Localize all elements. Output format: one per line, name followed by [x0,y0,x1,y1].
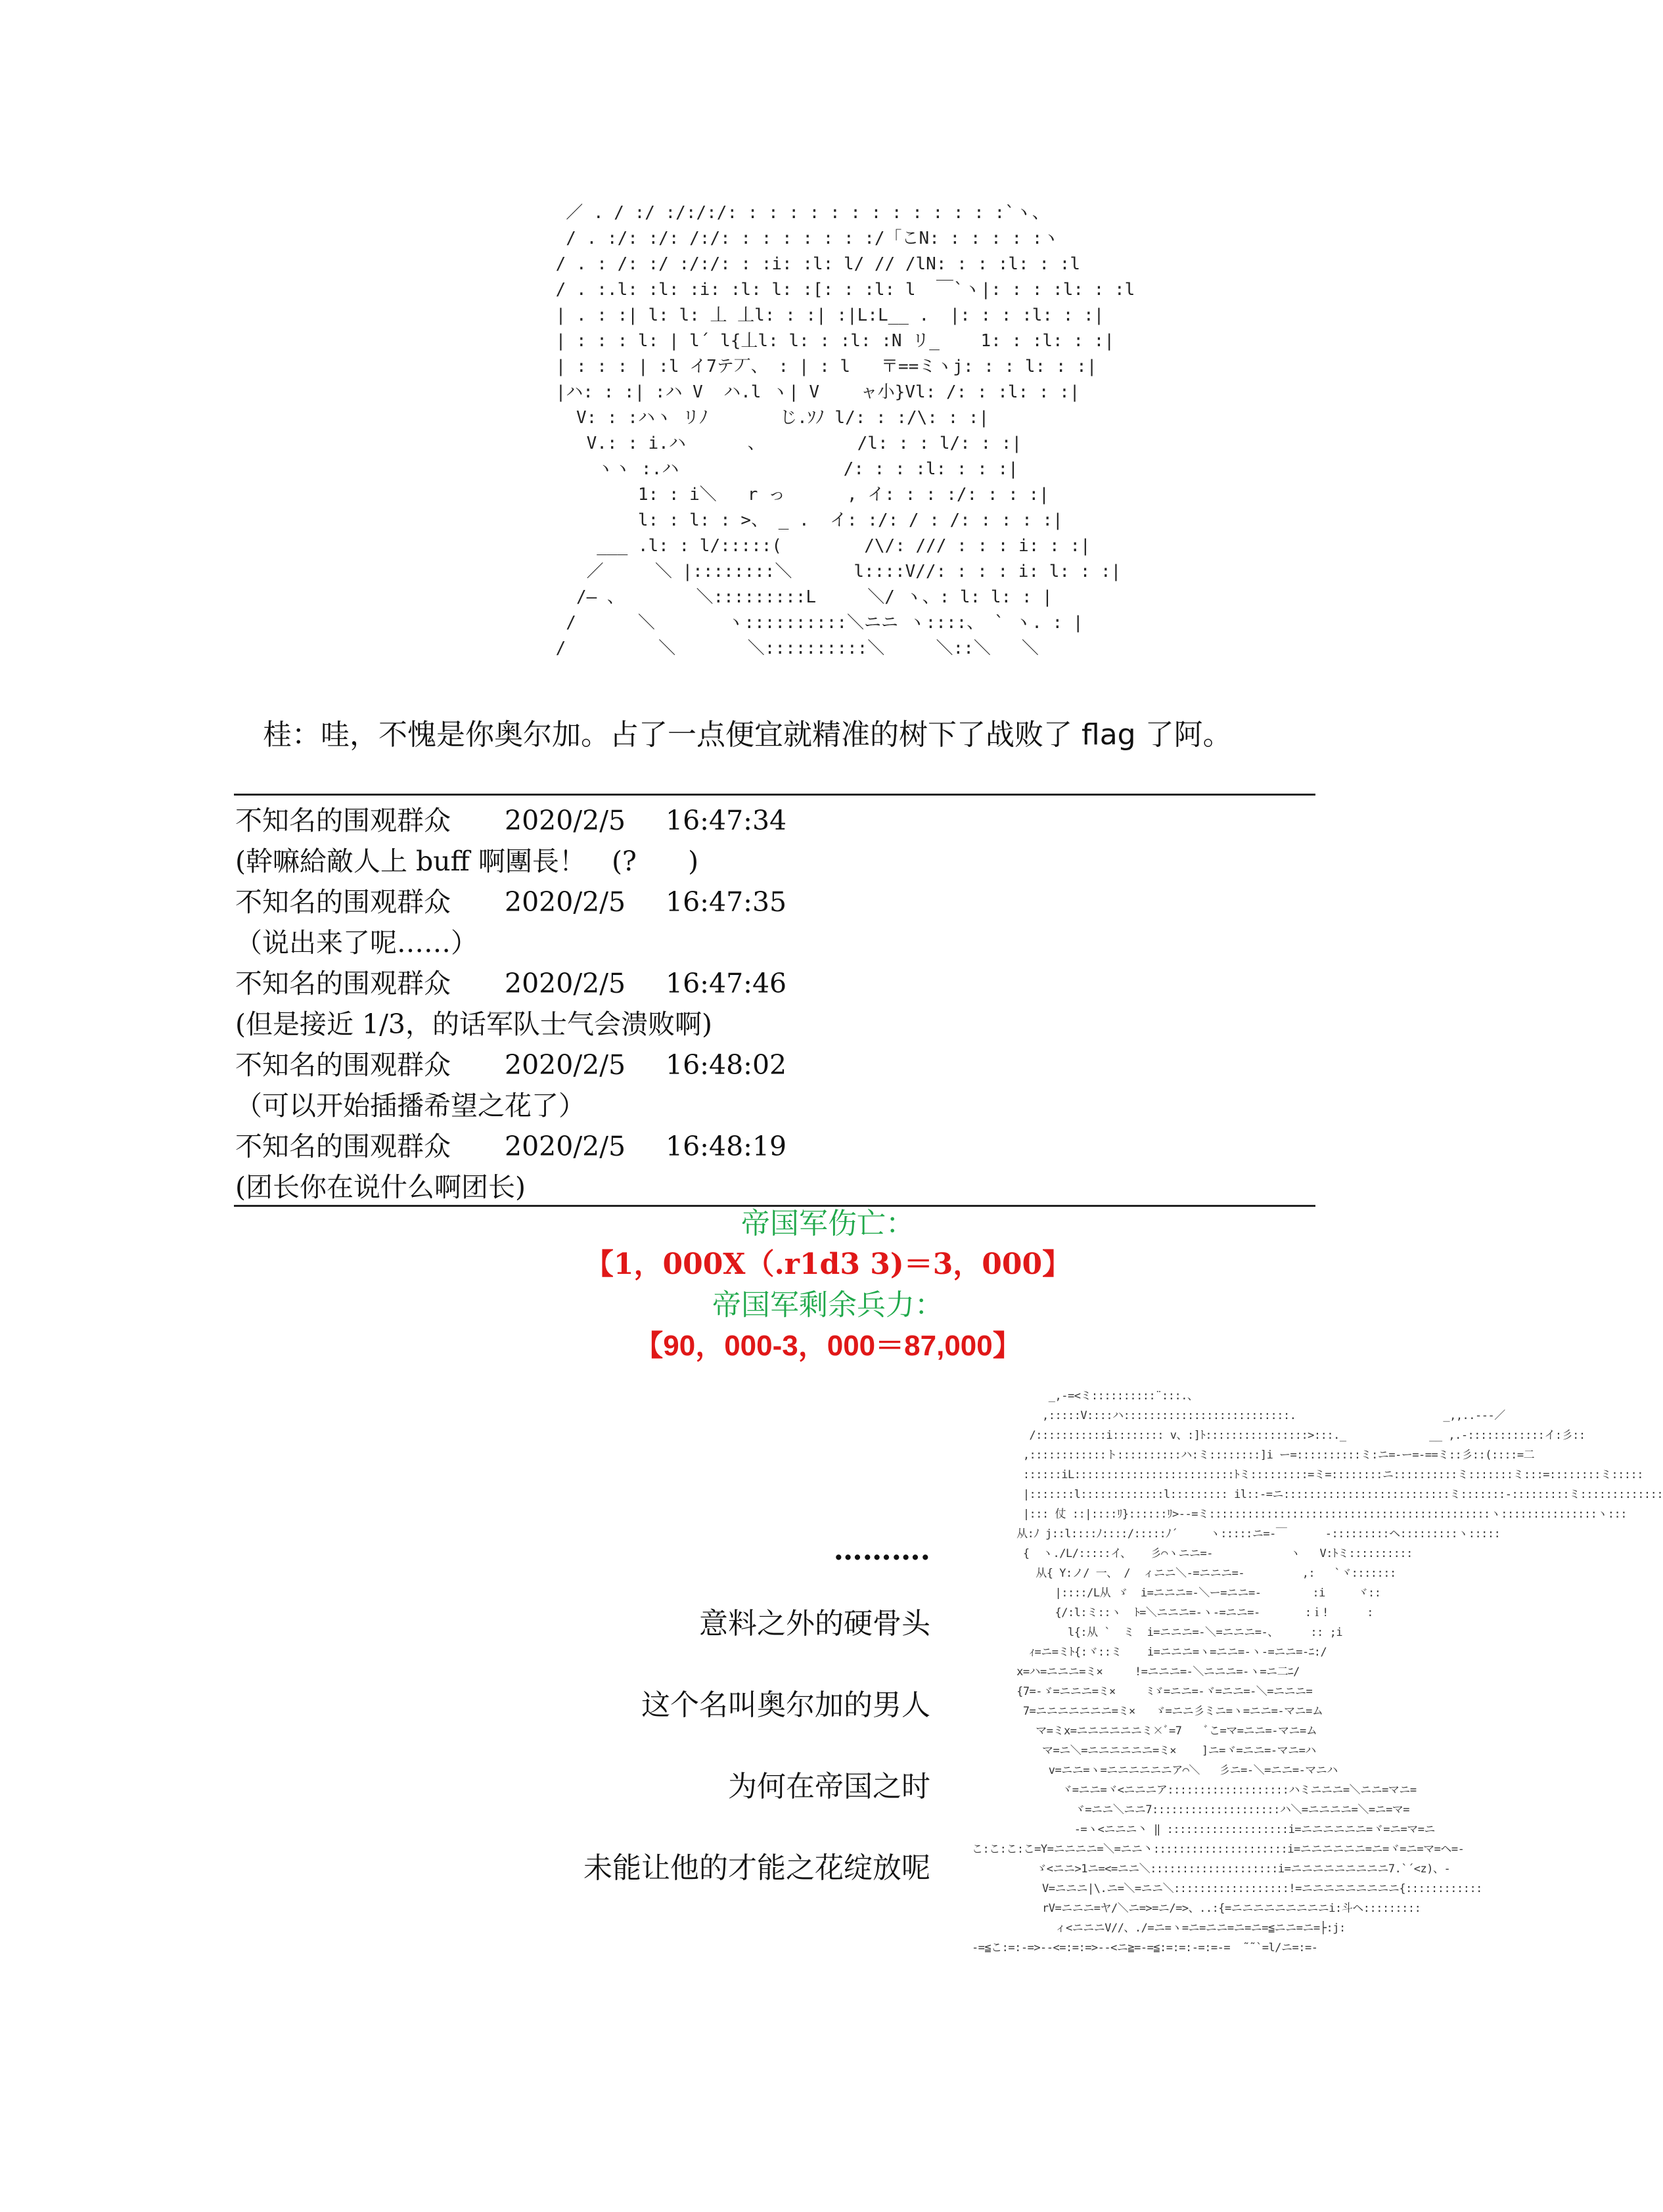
comment-text: (团长你在说什么啊团长) [235,1171,526,1203]
comment-author: 不知名的围观群众 [235,968,451,999]
comment-date: 2020/2/5 [505,968,626,999]
comment-time: 16:48:02 [666,1049,787,1081]
comment-time: 16:47:34 [666,805,787,836]
comment-text: （可以开始插播希望之花了） [235,1090,585,1121]
casualties-label: 帝国军伤亡： [741,1207,915,1240]
comment-header [235,800,1313,841]
poem-line: 未能让他的才能之花绽放呢 [583,1851,930,1885]
comment-item [235,1045,1313,1126]
comment-header [235,882,1313,922]
poem-line: 为何在帝国之时 [728,1770,930,1803]
comment-time: 16:47:35 [666,886,787,918]
battle-stats [394,1204,1262,1366]
poem-line: 这个名叫奥尔加的男人 [641,1688,930,1722]
comment-author: 不知名的围观群众 [235,805,451,836]
comment-author: 不知名的围观群众 [235,1049,451,1081]
comment-date: 2020/2/5 [505,1049,626,1081]
ascii-art-fallen-figure: _,-=<ミ::::::::::¨:::.、 ,:::::V::::ハ::::::::::::::::::::::::::. _,,..-‐‐／ /:::::::::::i:::::::: v、:]ﾄ::::::::::::::::>:::._ __ ,.-::::::::::::イ:彡:: ,::::::::::::ト::::::::::ハ:ミ::::::::]i ー=::::::::::ミ:ニ=-ー=-==ミ::彡::(::::=二 ::::::iL:::::::::::::::::::::::::ﾄミ:::::::::=ミ=::::::::ニ::::::::::ミ:::::::ミ:::=::::::::ミ::::: |:::::::l:::::::::::::l::::::::: il::-=ニ::::::::::::::::::::::::::ミ:::::::-:::::::::ミ::::::::::::: |::: 仗 ::|::::ﾘ}::::::ﾘ>--=ミ::::::::::::::::::::::::::::::::::::::::::::ヽ:::::::::::::::ヽ::: 从:ﾉ j::l::::ﾉ::::/:::::ﾉ´ ヽ:::::ニ=-￣ -:::::::::ヘ:::::::::ヽ::::: { ヽ./L/:::::イ、 彡⌒ヽニニ=- ヽ V:ﾄミ:::::::::: 从{ Y:ノ/ 一、 / ィニニ＼-=ニニニ=- ,: `ヾ::::::: |::::/L从 ゞ i=ニニニ=-＼ー=ニニ=- :i ヾ:: {/:l:ミ::ヽ ﾄ=＼ニニニ=-ヽ-=ニニ=- :ｉ! : l{:从 ` ミ i=ニニニ=-＼=ニニニ=-、 :: ;i ｨ=ニ=ミﾄ{:ヾ::ミ i=ニニニ=ヽ=ニニ=-ヽ-=ニニ=-ﾆ:/ x=ハ=ニニニ=ミ× !=ニニニ=-＼ニニニ=-ヽ=ニ二ﾆ/ {7=-ゞ=ニニニ=ミ× ﾐゞ=ニニ=-ヾ=ニニ=-＼=ニニニ= 7=ニニニニニニニ=ミ× ゞ=ニニ彡ミニ=ヽ=ニニ=-マニ=ム マ=ミx=ニニニニニニミ×ﾞ=7 ﾞこ=マ=ニニ=-マニ=ム マ=ニ＼=ニニニニニニ=ミ× ]ニ=ヾ=ニニ=-マニ=ハ v=ニニ=ヽ=ニニニニニニア⌒＼ 彡ニ=-＼=ニニ=-マニハ ヾ=ニニ=ヾ<ニニニア:::::::::::::::::::ハミニニニ=＼ニニ=マニ= ヾ=ニニ＼ニニ7::::::::::::::::::::ハ＼=ニニニニ=＼=ニ=マ= -=ヽ<ニニニ丶 ‖ :::::::::::::::::::i=ニニニニニニ=ヾ=ニ=マ=ニ こ:こ:こ:こ=Y=ニニニニ=＼=ニニ丶:::::::::::::::::::::i=ニニニニニニ=ニ=ヾ=ニ=マ=ヘ=- ゞ<ニニ>1ニ=<=ニニ＼::::::::::::::::::::i=ニニニニニニニニニ7.`´<z)、- V=ニニニ|\.ニ=＼=ニニ＼::::::::::::::::::!=ニニニニニニニニニ{:::::::::::: rV=ニニニ=ヤ/＼ニ=>=ニ/=>、..:{=ニニニニニニニニニi:斗ヘ::::::::: ィ<ニニニV//、./=ニ=ヽ=ニ=ニニ=ニ=ニ=≦ニニ=ニ=├:j: -=≦こ:=:-=>--<=:=:=>--<ニ≧=-=≦:=:=:-=:=-= ˜˜`=l/ニ=:=- [971,1389,1663,1954]
comment-item [235,963,1313,1045]
comment-text: (幹嘛給敵人上 buff 啊團長！ (? ) [235,846,699,877]
poem-block [583,1533,930,1909]
comment-author: 不知名的围观群众 [235,1131,451,1162]
comment-date: 2020/2/5 [505,886,626,918]
comment-time: 16:48:19 [666,1131,787,1162]
comment-text: (但是接近 1/3，的话军队士气会溃败啊) [235,1008,713,1040]
comment-header [235,1045,1313,1085]
dialogue-caption: 桂：哇，不愧是你奥尔加。占了一点便宜就精准的树下了战败了 flag 了阿。 [263,718,1232,752]
comment-header [235,1126,1313,1167]
comment-item [235,800,1313,882]
poem-line: 意料之外的硬骨头 [699,1607,930,1640]
comment-author: 不知名的围观群众 [235,886,451,918]
ascii-art-character-portrait: ／ . / :/ :/:/:/: : : : : : : : : : : : : :`ヽ、 / . :/: :/: /:/: : : : : : : :/「こN: : : : : :ヽ / . : /: :/ :/:/: : :i: :l: l/ // /lN: : : :l: : :l / . :.l: :l: :i: :l: l: :[: : :l: l ￣`ヽ|: : : :l: : :l | . : :| l: l: 丄 丄l: : :| :|L:L__ . |: : : :l: : :| | : : : l: | l´ l{丄l: l: : :l: :N リ_ 1: : :l: : :| | : : : | :l イ7テ丆、 : | : l 〒==ミヽj: : : l: : :| |ハ: : :| :ハ V ハ.l ヽ| V ャ小}Vl: /: : :l: : :| V: : :ハヽ リﾉ じ.ｿﾉ l/: : :/\: : :| V.: : i.ハ 、 /l: : : l/: : :| ヽヽ :.ハ /: : : :l: : : :| 1: : i＼ r っ , イ: : : :/: : : :| l: : l: : >、 _ . イ: :/: / : /: : : : :| ___ .l: : l/:::::( /\/: /// : : : i: : :| ／ ＼ |::::::::＼ l::::V//: : : : i: l: : :| /— 、 ＼:::::::::L ＼/ ヽ、: l: l: : | / ＼ ヽ::::::::::＼ニニ ヽ::::、 ` ヽ. : | / ＼ ＼::::::::::＼ ＼::＼ ＼ [555,203,1135,658]
casualties-value: 【1，000X（.r1d3 3)＝3，000】 [584,1248,1072,1281]
ellipsis-line: ………. [833,1533,930,1567]
comment-time: 16:47:46 [666,968,787,999]
comment-header [235,963,1313,1004]
comment-date: 2020/2/5 [505,1131,626,1162]
comment-list [235,800,1313,1208]
comment-item [235,882,1313,963]
comment-date: 2020/2/5 [505,805,626,836]
comment-item [235,1126,1313,1208]
remaining-forces-value: 【90，000-3，000＝87,000】 [634,1330,1022,1362]
comments-top-divider [234,794,1315,796]
remaining-forces-label: 帝国军剩余兵力： [712,1288,944,1322]
comment-text: （说出来了呢……） [235,927,478,959]
